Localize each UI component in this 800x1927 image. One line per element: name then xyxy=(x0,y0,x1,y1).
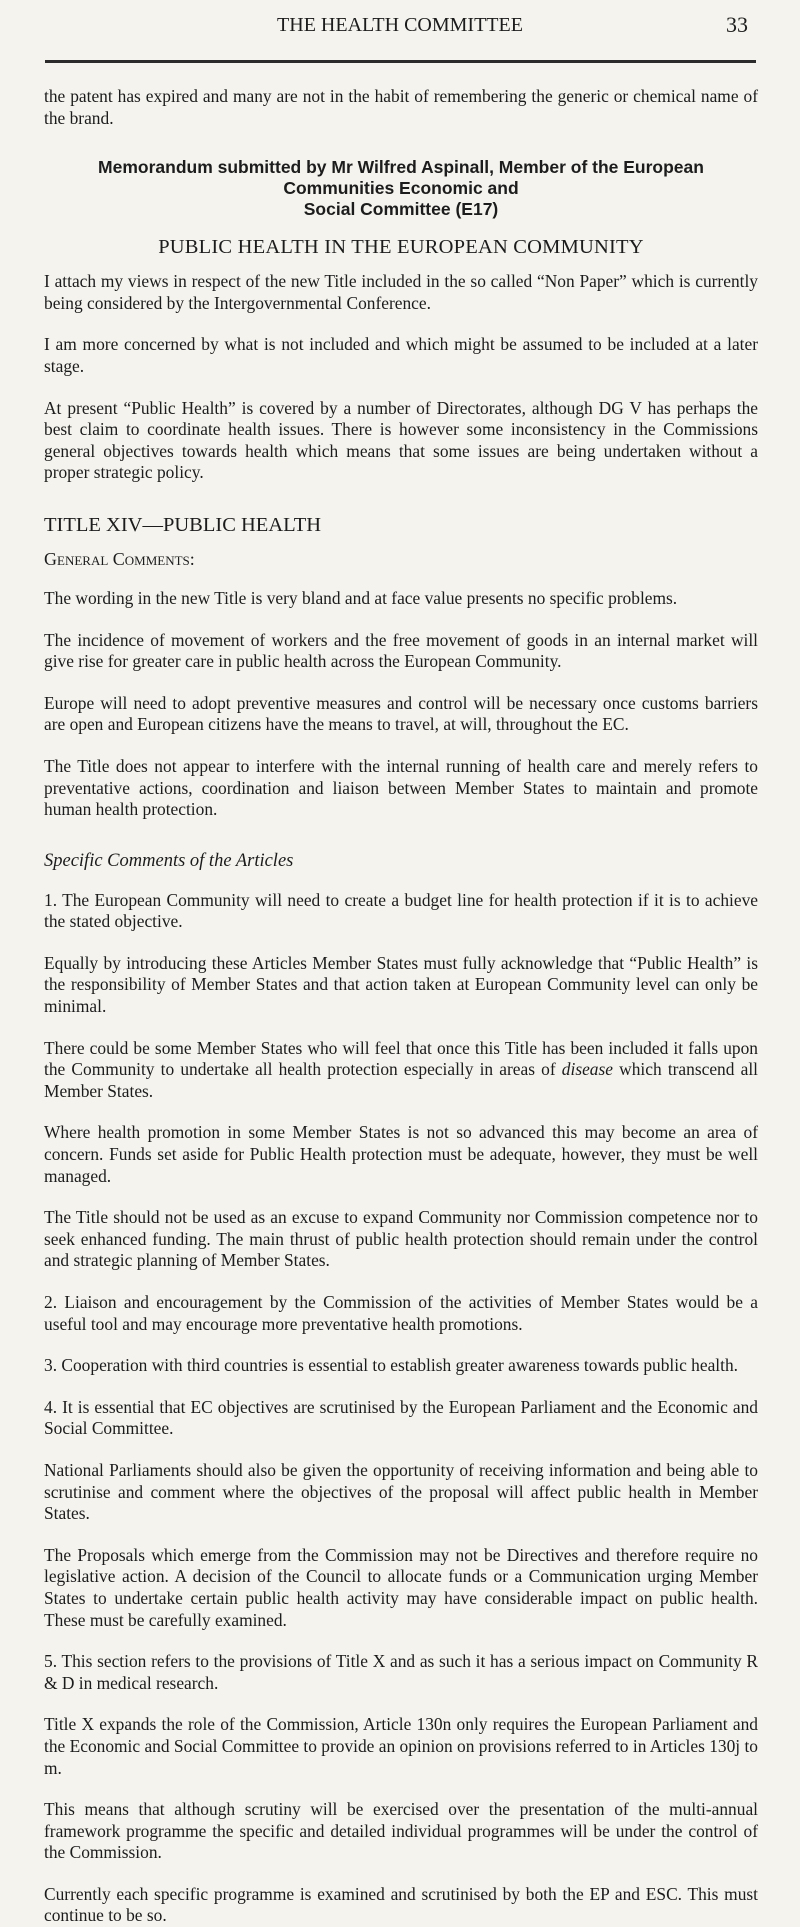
general-paragraph-4: The Title does not appear to interfere with the internal running of health care and merely refers to preventative actions, coordination and liaison between Member States to maintain and promote human health protection. xyxy=(44,755,758,820)
specific-paragraph-6: 2. Liaison and encouragement by the Commission of the activities of Member States would be a useful tool and may encourage more preventative health promotions. xyxy=(44,1292,758,1334)
specific-paragraph-14: Currently each specific programme is examined and scrutinised by both the EP and ESC. This must continue to be so. xyxy=(44,1883,758,1926)
specific-paragraph-10: The Proposals which emerge from the Commission may not be Directives and therefore require no legislative action. A decision of the Council to allocate funds or a Communication urging Member States to undertake certain public health activity may have considerable impact on public health. These must be carefully examined. xyxy=(44,1544,758,1630)
intro-paragraph: the patent has expired and many are not in the habit of remembering the generic or chemical name of the brand. xyxy=(44,86,758,128)
specific-paragraph-3 xyxy=(44,1038,758,1103)
specific-paragraph-4: Where health promotion in some Member States is not so advanced this may become an area of concern. Funds set aside for Public Health protection must be adequate, however, they must be well managed. xyxy=(44,1122,758,1186)
opening-paragraph-1: I attach my views in respect of the new Title included in the so called “Non Paper” which is currently being considered by the Intergovernmental Conference. xyxy=(44,271,758,313)
specific-comments-heading: Specific Comments of the Articles xyxy=(44,850,294,871)
specific-paragraph-2: Equally by introducing these Articles Member States must fully acknowledge that “Public Health” is the responsibility of Member States and that action taken at European Community level can only be minimal. xyxy=(44,952,758,1017)
section-title: PUBLIC HEALTH IN THE EUROPEAN COMMUNITY xyxy=(158,236,644,259)
general-paragraph-1: The wording in the new Title is very bland and at face value presents no specific problems. xyxy=(44,587,678,608)
running-head-title: THE HEALTH COMMITTEE xyxy=(277,14,523,36)
specific-paragraph-7: 3. Cooperation with third countries is essential to establish greater awareness towards public health. xyxy=(44,1355,738,1376)
memorandum-heading-line-2: Social Committee (E17) xyxy=(303,199,499,220)
specific-paragraph-12: Title X expands the role of the Commission, Article 130n only requires the European Parliament and the Economic and Social Committee to provide an opinion on provisions referred to in Articles 130j to m. xyxy=(44,1714,758,1778)
specific-paragraph-11: 5. This section refers to the provisions of Title X and as such it has a serious impact on Community R & D in medical research. xyxy=(44,1651,758,1693)
general-paragraph-2: The incidence of movement of workers and the free movement of goods in an internal market will give rise for greater care in public health across the European Community. xyxy=(44,629,758,672)
title-heading: TITLE XIV—PUBLIC HEALTH xyxy=(44,513,322,536)
specific-paragraph-3-end: which transcend all Member States. xyxy=(44,1059,758,1101)
running-head xyxy=(0,10,800,40)
specific-paragraph-13: This means that although scrutiny will be exercised over the presentation of the multi-annual framework programme the specific and detailed individual programmes will be under the control of the Commission. xyxy=(44,1799,758,1863)
page-body xyxy=(44,86,758,1927)
specific-paragraph-1: 1. The European Community will need to create a budget line for health protection if it is to achieve the stated objective. xyxy=(44,889,758,932)
specific-paragraph-5: The Title should not be used as an excuse to expand Community nor Commission competence nor to seek enhanced funding. The main thrust of public health protection should remain under the control and strategic planning of Member States. xyxy=(44,1207,758,1271)
general-paragraph-3: Europe will need to adopt preventive measures and control will be necessary once customs barriers are open and European citizens have the means to travel, at will, throughout the EC. xyxy=(44,692,758,735)
memorandum-heading xyxy=(44,157,758,220)
specific-paragraph-8: 4. It is essential that EC objectives are scrutinised by the European Parliament and the Economic and Social Committee. xyxy=(44,1396,758,1439)
specific-paragraph-3-emphasis: disease xyxy=(561,1059,613,1080)
memorandum-heading-line-1: Memorandum submitted by Mr Wilfred Aspinall, Member of the European Communities Economic and xyxy=(98,157,704,199)
opening-paragraph-3: At present “Public Health” is covered by a number of Directorates, although DG V has perhaps the best claim to coordinate health issues. There is however some inconsistency in the Commissions general objectives towards health which means that some issues are being undertaken without a proper strategic policy. xyxy=(44,397,758,483)
specific-paragraph-9: National Parliaments should also be given the opportunity of receiving information and being able to scrutinise and comment where the objectives of the proposal will affect public health in Member States. xyxy=(44,1459,758,1524)
header-rule xyxy=(45,60,756,63)
general-comments-heading: General Comments: xyxy=(44,548,195,569)
opening-paragraph-2: I am more concerned by what is not included and which might be assumed to be included at a later stage. xyxy=(44,334,758,376)
page-number: 33 xyxy=(726,12,748,37)
specific-paragraph-3-start: There could be some Member States who will feel that once this Title has been included it falls upon the Community to undertake all health protection especially in areas of xyxy=(44,1037,758,1080)
